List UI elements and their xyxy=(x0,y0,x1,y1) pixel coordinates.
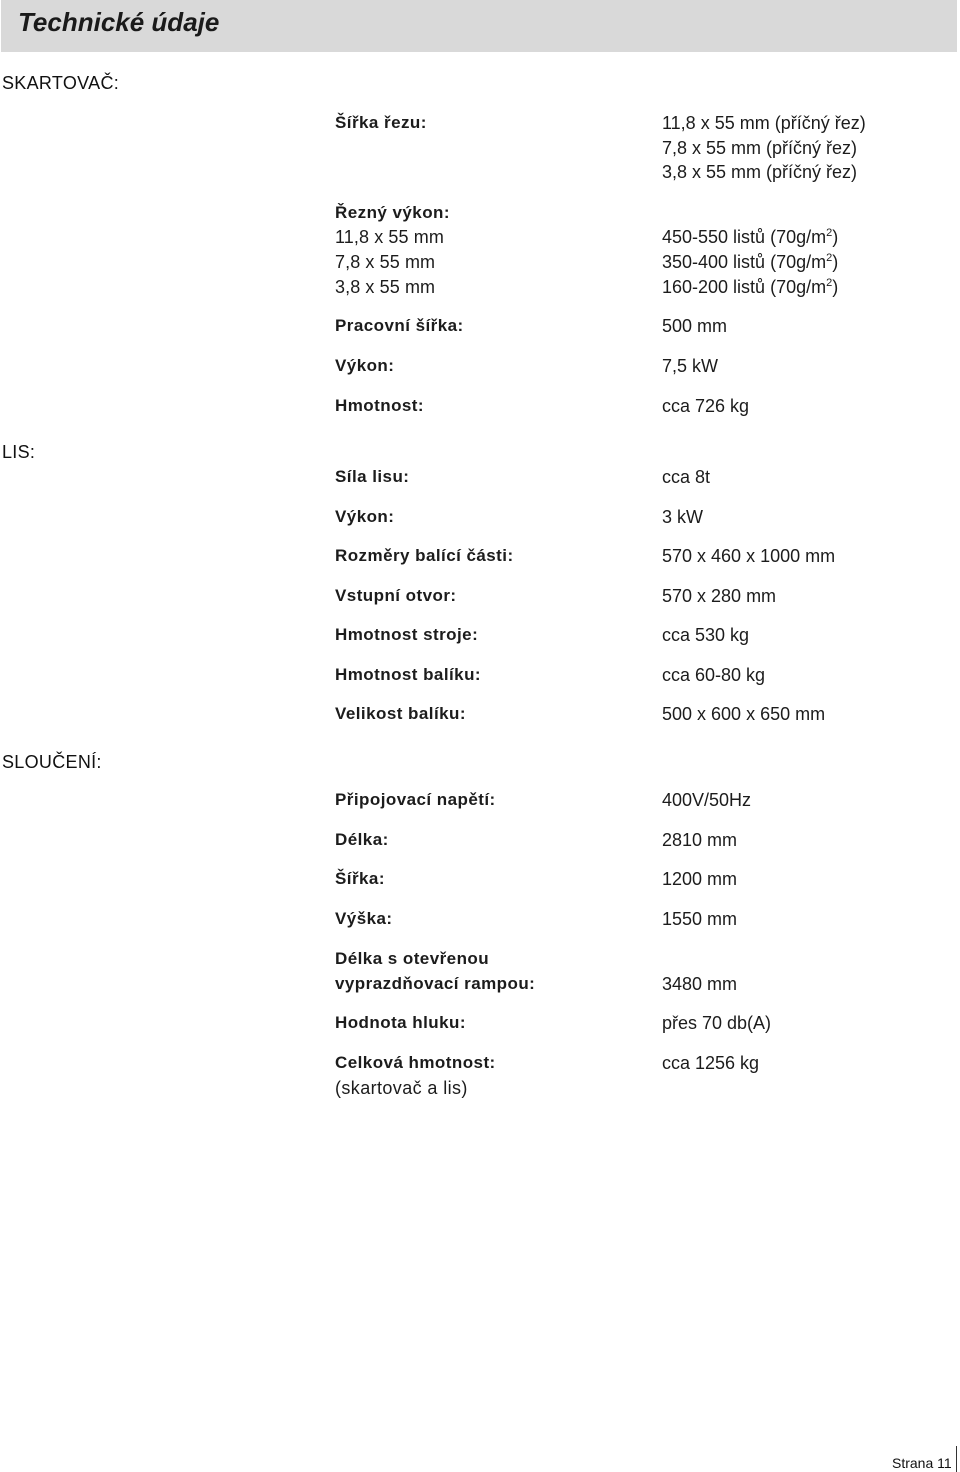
value-text: ) xyxy=(832,252,839,272)
spec-label-height: Výška: xyxy=(335,909,393,928)
spec-value-press-power: 3 kW xyxy=(662,507,704,527)
spec-label-press-power: Výkon: xyxy=(335,507,395,526)
spec-value-working-width: 500 mm xyxy=(662,316,728,336)
spec-value-capacity-3 xyxy=(662,275,838,299)
superscript: 2 xyxy=(826,252,833,264)
spec-value-length-open-ramp: 3480 mm xyxy=(662,974,738,994)
spec-label-width: Šířka: xyxy=(335,869,385,888)
spec-value-capacity-1 xyxy=(662,225,838,249)
spec-label-voltage: Připojovací napětí: xyxy=(335,790,496,809)
superscript: 2 xyxy=(826,277,833,289)
section-title-combined: SLOUČENÍ: xyxy=(2,752,102,772)
spec-value-length: 2810 mm xyxy=(662,830,738,850)
spec-label-length-open-ramp-2: vyprazdňovací rampou: xyxy=(335,974,536,993)
section-title-shredder: SKARTOVAČ: xyxy=(2,73,120,93)
spec-label-cutting-capacity: Řezný výkon: xyxy=(335,203,450,222)
value-text: ) xyxy=(832,277,839,297)
spec-sublabel-capacity-1: 11,8 x 55 mm xyxy=(335,227,444,247)
spec-value-capacity-2 xyxy=(662,250,838,274)
section-title-press: LIS: xyxy=(2,442,36,462)
spec-label-press-force: Síla lisu: xyxy=(335,467,410,486)
spec-value-press-force: cca 8t xyxy=(662,467,711,487)
spec-value-cut-width-3: 3,8 x 55 mm (příčný řez) xyxy=(662,162,858,182)
spec-label-length-open-ramp-1: Délka s otevřenou xyxy=(335,949,490,968)
spec-label-noise: Hodnota hluku: xyxy=(335,1013,466,1032)
spec-value-total-weight: cca 1256 kg xyxy=(662,1053,760,1073)
value-text: 450-550 listů (70g/m xyxy=(662,227,827,247)
spec-label-baling-dimensions: Rozměry balící části: xyxy=(335,546,514,565)
spec-label-bale-weight: Hmotnost balíku: xyxy=(335,665,482,684)
spec-label-cut-width: Šířka řezu: xyxy=(335,113,427,132)
spec-label-shredder-power: Výkon: xyxy=(335,356,395,375)
spec-label-length: Délka: xyxy=(335,830,389,849)
footer-divider xyxy=(956,1446,957,1472)
spec-value-height: 1550 mm xyxy=(662,909,738,929)
spec-value-inlet-opening: 570 x 280 mm xyxy=(662,586,777,606)
spec-label-shredder-weight: Hmotnost: xyxy=(335,396,425,415)
superscript: 2 xyxy=(826,227,833,239)
spec-label-working-width: Pracovní šířka: xyxy=(335,316,464,335)
spec-value-baling-dimensions: 570 x 460 x 1000 mm xyxy=(662,546,836,566)
spec-sublabel-capacity-3: 3,8 x 55 mm xyxy=(335,277,436,297)
spec-label-machine-weight: Hmotnost stroje: xyxy=(335,625,479,644)
spec-value-shredder-weight: cca 726 kg xyxy=(662,396,750,416)
spec-value-bale-weight: cca 60-80 kg xyxy=(662,665,766,685)
spec-value-bale-size: 500 x 600 x 650 mm xyxy=(662,704,826,724)
value-text: 160-200 listů (70g/m xyxy=(662,277,827,297)
spec-label-bale-size: Velikost balíku: xyxy=(335,704,466,723)
value-text: ) xyxy=(832,227,839,247)
spec-value-machine-weight: cca 530 kg xyxy=(662,625,750,645)
value-text: 350-400 listů (70g/m xyxy=(662,252,827,272)
spec-value-width: 1200 mm xyxy=(662,869,738,889)
page-number: Strana 11 xyxy=(892,1455,952,1471)
spec-value-voltage: 400V/50Hz xyxy=(662,790,752,810)
spec-label-total-weight: Celková hmotnost: xyxy=(335,1053,496,1072)
spec-label-inlet-opening: Vstupní otvor: xyxy=(335,586,457,605)
spec-value-cut-width-2: 7,8 x 55 mm (příčný řez) xyxy=(662,138,858,158)
spec-sublabel-capacity-2: 7,8 x 55 mm xyxy=(335,252,436,272)
spec-value-shredder-power: 7,5 kW xyxy=(662,356,719,376)
spec-value-noise: přes 70 db(A) xyxy=(662,1013,772,1033)
page-title: Technické údaje xyxy=(18,7,220,37)
spec-value-cut-width-1: 11,8 x 55 mm (příčný řez) xyxy=(662,113,866,133)
spec-note-total-weight: (skartovač a lis) xyxy=(335,1078,468,1098)
